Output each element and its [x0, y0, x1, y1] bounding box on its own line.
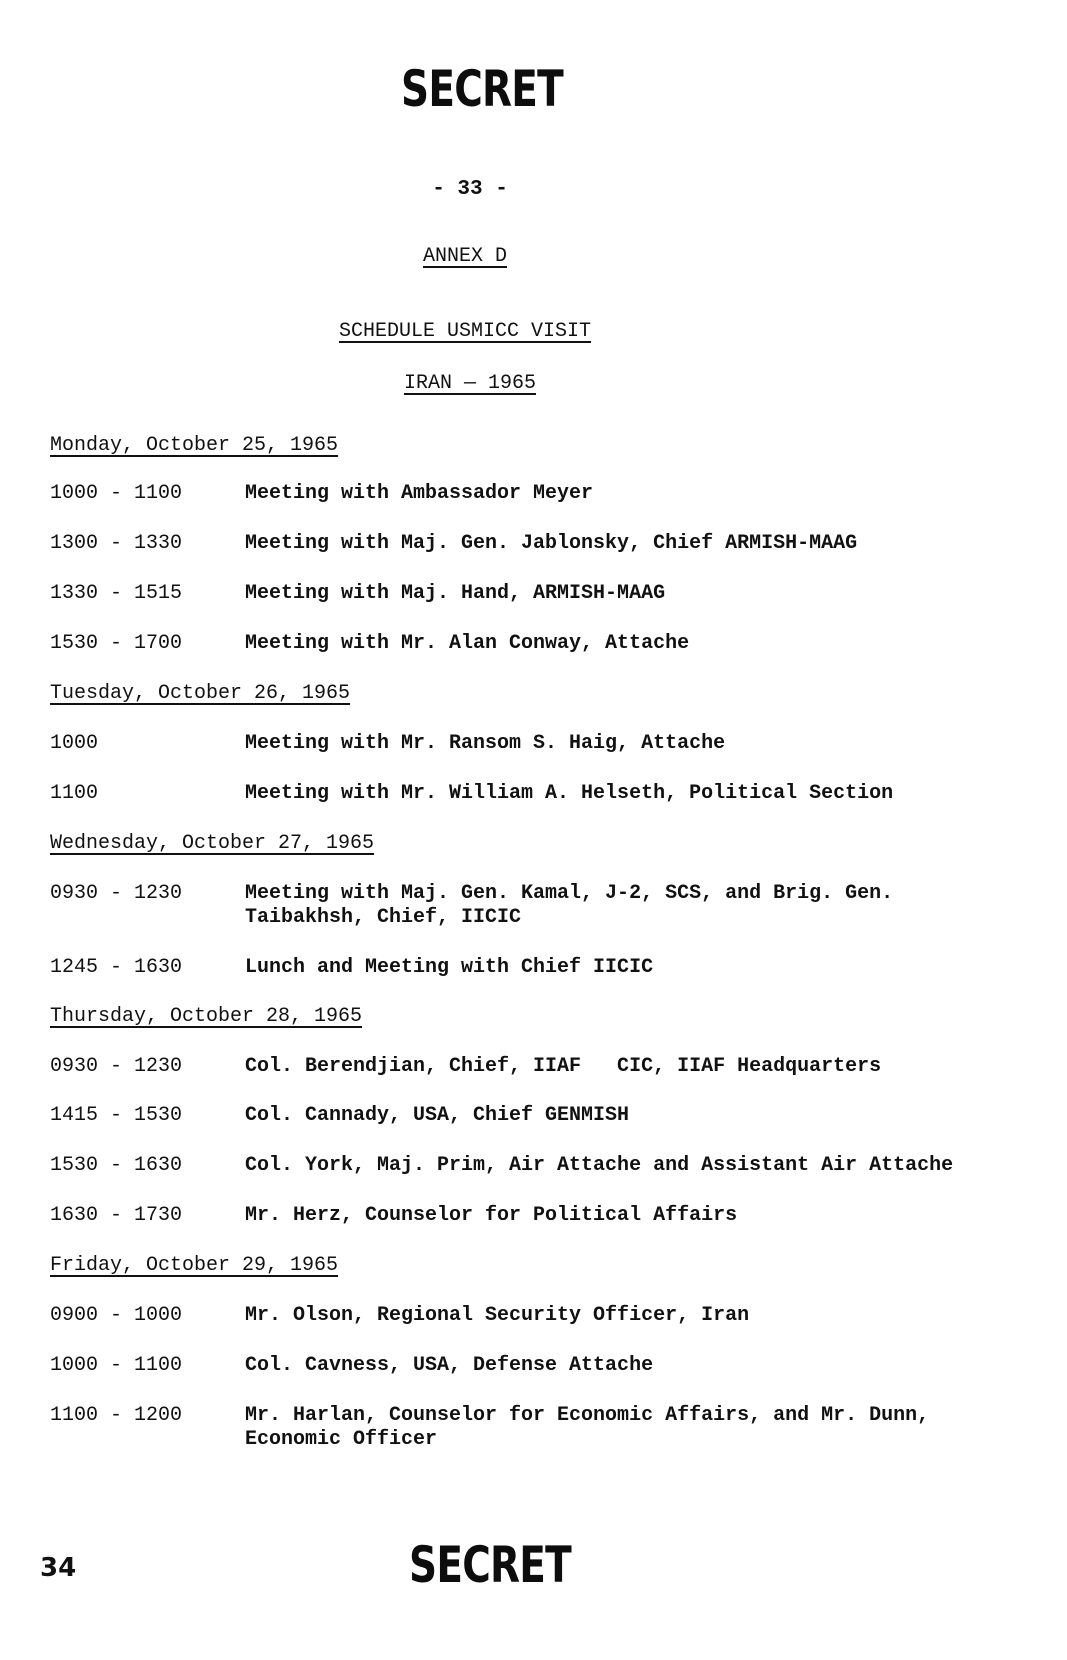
entry-description: Mr. Olson, Regional Security Officer, Iran: [245, 1304, 750, 1327]
entry-description: Col. Berendjian, Chief, IIAF CIC, IIAF Headquarters: [245, 1055, 882, 1078]
entry-description: Meeting with Mr. William A. Helseth, Political Section: [245, 782, 894, 805]
entry-time: 1000: [50, 732, 99, 755]
entry-description: Col. Cavness, USA, Defense Attache: [245, 1354, 654, 1377]
entry-description: Col. Cannady, USA, Chief GENMISH: [245, 1104, 630, 1127]
entry-time: 1530 - 1630: [50, 1154, 183, 1177]
day-heading-thursday: Thursday, October 28, 1965: [50, 1005, 363, 1028]
classification-footer: SECRET: [409, 1536, 571, 1594]
entry-description: Mr. Herz, Counselor for Political Affairs: [245, 1204, 738, 1227]
entry-time: 0900 - 1000: [50, 1304, 183, 1327]
footer-page-number: 34: [40, 1553, 77, 1583]
classification-header: SECRET: [401, 60, 563, 118]
day-heading-wednesday: Wednesday, October 27, 1965: [50, 832, 375, 855]
entry-time: 1000 - 1100: [50, 482, 183, 505]
entry-time: 1000 - 1100: [50, 1354, 183, 1377]
entry-description: Meeting with Maj. Gen. Jablonsky, Chief ARMISH-MAAG: [245, 532, 858, 555]
entry-description: Col. York, Maj. Prim, Air Attache and Assistant Air Attache: [245, 1154, 954, 1177]
entry-description: Meeting with Maj. Gen. Kamal, J-2, SCS, and Brig. Gen. Taibakhsh, Chief, IICIC: [245, 882, 894, 929]
entry-description: Mr. Harlan, Counselor for Economic Affairs, and Mr. Dunn, Economic Officer: [245, 1404, 930, 1451]
page-number: - 33 -: [432, 178, 508, 201]
day-heading-tuesday: Tuesday, October 26, 1965: [50, 682, 351, 705]
entry-time: 1530 - 1700: [50, 632, 183, 655]
entry-time: 1300 - 1330: [50, 532, 183, 555]
schedule-subtitle: IRAN — 1965: [403, 372, 537, 395]
entry-time: 1415 - 1530: [50, 1104, 183, 1127]
entry-time: 1100: [50, 782, 99, 805]
schedule-title: SCHEDULE USMICC VISIT: [338, 320, 592, 343]
entry-description: Meeting with Mr. Ransom S. Haig, Attache: [245, 732, 726, 755]
entry-time: 1330 - 1515: [50, 582, 183, 605]
entry-time: 1630 - 1730: [50, 1204, 183, 1227]
entry-time: 1100 - 1200: [50, 1404, 183, 1427]
entry-time: 0930 - 1230: [50, 882, 183, 905]
day-heading-friday: Friday, October 29, 1965: [50, 1254, 339, 1277]
annex-heading: ANNEX D: [422, 245, 507, 268]
entry-description: Lunch and Meeting with Chief IICIC: [245, 956, 654, 979]
entry-time: 1245 - 1630: [50, 956, 183, 979]
entry-description: Meeting with Maj. Hand, ARMISH-MAAG: [245, 582, 666, 605]
day-heading-monday: Monday, October 25, 1965: [50, 434, 339, 457]
entry-description: Meeting with Mr. Alan Conway, Attache: [245, 632, 690, 655]
entry-time: 0930 - 1230: [50, 1055, 183, 1078]
entry-description: Meeting with Ambassador Meyer: [245, 482, 594, 505]
